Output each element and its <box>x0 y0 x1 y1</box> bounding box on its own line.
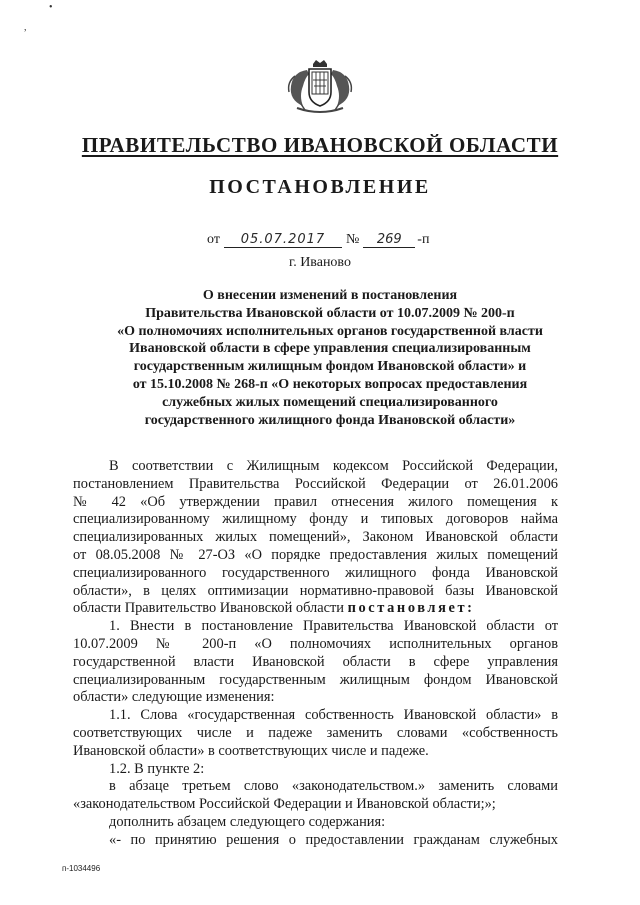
body-text: области Правительство Ивановской области <box>73 600 344 617</box>
body-line <box>73 600 558 618</box>
body-line: 1. Внести в постановление Правительства Ивановской области от <box>109 618 558 635</box>
body-line: в абзаце третьем слово «законодательством.» заменить словами <box>109 778 558 795</box>
body-line: В соответствии с Жилищным кодексом Российской Федерации, <box>109 458 558 474</box>
coat-of-arms-emblem <box>283 58 357 114</box>
body-line: государственной власти Ивановской области в сфере управления <box>73 653 558 670</box>
handwritten-date: 05.07.2017 <box>224 233 342 248</box>
body-line: 10.07.2009 № 200-п «О полномочиях исполнительных органов <box>73 635 558 652</box>
date-number-line <box>207 232 429 248</box>
subject-line: государственного жилищного фонда Ивановской области» <box>144 412 516 428</box>
handwritten-number: 269 <box>363 233 415 248</box>
body-line: области» следующие изменения: <box>73 689 275 706</box>
body-line: специализированным государственным жилищным фондом Ивановской <box>73 671 558 688</box>
body-line: 1.2. В пункте 2: <box>109 760 205 777</box>
document-code: п-1034496 <box>62 864 101 873</box>
document-type-title: ПОСТАНОВЛЕНИЕ <box>209 176 431 198</box>
scan-mark-tick: , <box>24 22 27 33</box>
scan-mark-dot: • <box>49 2 53 13</box>
decree-word: постановляет: <box>347 600 475 617</box>
number-suffix: -п <box>417 232 430 247</box>
body-line: постановлением Правительства Российской Федерации от 26.01.2006 <box>73 475 558 492</box>
body-line: специализированного государственного жилищного фонда Ивановской <box>73 564 558 581</box>
body-line: «- по принятию решения о предоставлении гражданам служебных <box>109 831 558 848</box>
body-line: «законодательством Российской Федерации и Ивановской области;»; <box>73 796 496 813</box>
city-name: г. Иваново <box>289 255 351 270</box>
subject-line: служебных жилых помещений специализированного <box>162 394 498 410</box>
body-line: специализированному жилищному фонду и типовых договоров найма <box>73 511 558 528</box>
document-body <box>73 458 558 850</box>
body-line: области», в целях оптимизации нормативно-правовой базы Ивановской <box>73 582 558 599</box>
number-sign: № <box>345 232 360 247</box>
subject-line: от 15.10.2008 № 268-п «О некоторых вопросах предоставления <box>132 376 528 392</box>
body-line: специализированных жилых помещений», Законом Ивановской области <box>73 529 558 546</box>
date-prefix: от <box>207 232 220 247</box>
subject-line: Ивановской области в сфере управления специализированным <box>129 341 531 357</box>
body-line: от 08.05.2008 № 27-ОЗ «О порядке предоставления жилых помещений <box>73 546 558 563</box>
body-line: Ивановской области» в соответствующих числе и падеже. <box>73 742 429 759</box>
subject-line: государственным жилищным фондом Ивановской области» и <box>133 359 527 375</box>
body-line: дополнить абзацем следующего содержания: <box>109 813 386 830</box>
government-title: ПРАВИТЕЛЬСТВО ИВАНОВСКОЙ ОБЛАСТИ <box>81 133 559 157</box>
subject-line: «О полномочиях исполнительных органов государственной власти <box>117 323 543 339</box>
subject-line: О внесении изменений в постановления <box>202 288 458 303</box>
body-line: 1.1. Слова «государственная собственность Ивановской области» в <box>109 707 558 724</box>
body-line: соответствующих числе и падеже заменить словами «собственность <box>73 724 558 741</box>
subject-line: Правительства Ивановской области от 10.07.2009 № 200-п <box>145 305 515 321</box>
document-subject <box>70 287 590 429</box>
body-line: № 42 «Об утверждении правил отнесения жилого помещения к <box>73 493 558 510</box>
